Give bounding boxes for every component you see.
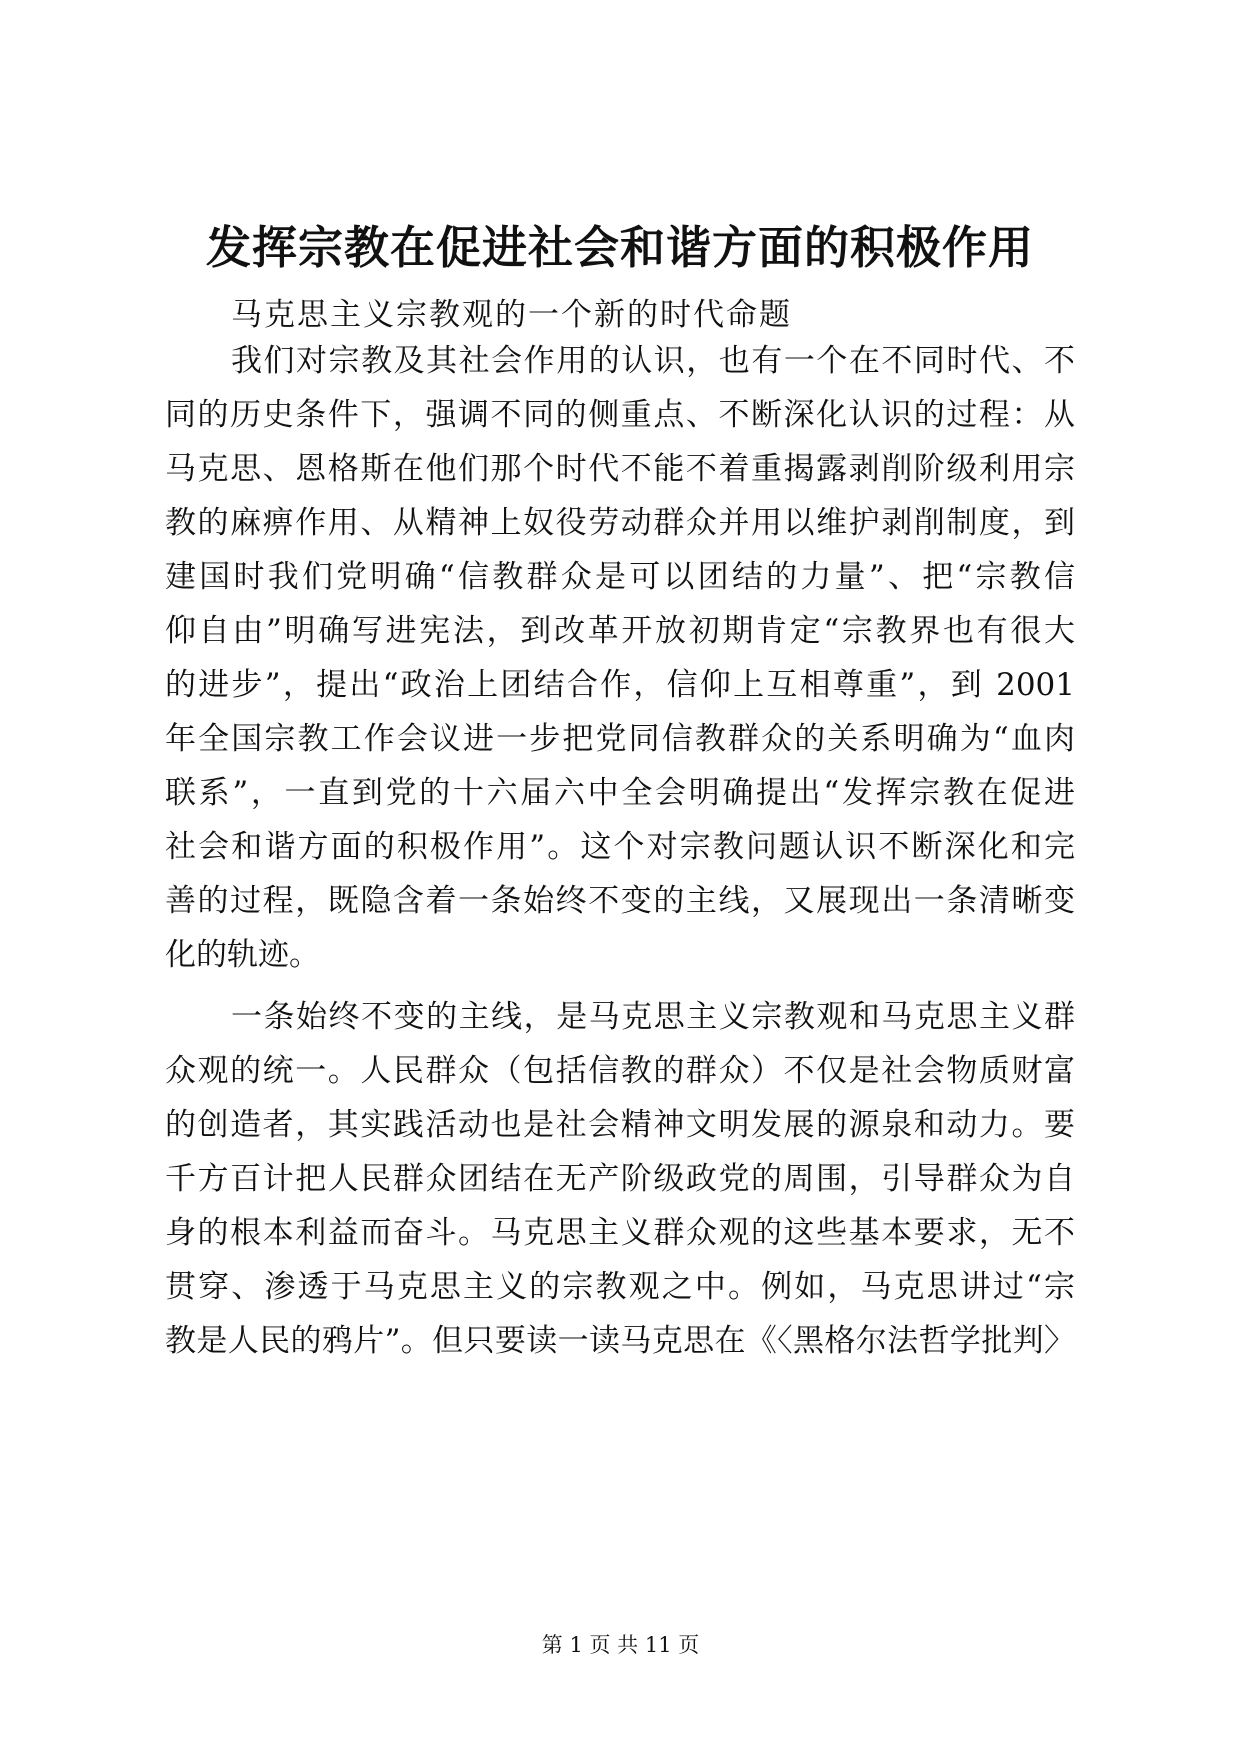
- paragraph-line: 我们对宗教及其社会作用的认识，也有一个在不同时代、不: [231, 343, 1075, 379]
- document-subtitle: 马克思主义宗教观的一个新的时代命题: [231, 297, 792, 333]
- page-number-footer: 第 1 页 共 11 页: [541, 1633, 700, 1657]
- paragraph-line: 身的根本利益而奋斗。马克思主义群众观的这些基本要求，无不: [165, 1215, 1075, 1251]
- paragraph-line: 马克思、恩格斯在他们那个时代不能不着重揭露剥削阶级利用宗: [165, 451, 1075, 487]
- paragraph-line: 建国时我们党明确“信教群众是可以团结的力量”、把“宗教信: [165, 559, 1075, 595]
- paragraph-line: 教的麻痹作用、从精神上奴役劳动群众并用以维护剥削制度，到: [165, 505, 1075, 541]
- paragraph-line: 仰自由”明确写进宪法，到改革开放初期肯定“宗教界也有很大: [165, 613, 1075, 649]
- paragraph-line: 众观的统一。人民群众（包括信教的群众）不仅是社会物质财富: [165, 1053, 1075, 1089]
- paragraph-line: 贯穿、渗透于马克思主义的宗教观之中。例如，马克思讲过“宗: [165, 1269, 1075, 1305]
- paragraph-line: 同的历史条件下，强调不同的侧重点、不断深化认识的过程：从: [165, 397, 1075, 433]
- paragraph-line: 的进步”，提出“政治上团结合作，信仰上互相尊重”，到 2001: [165, 667, 1075, 703]
- paragraph-line: 一条始终不变的主线，是马克思主义宗教观和马克思主义群: [231, 999, 1075, 1035]
- paragraph-line: 千方百计把人民群众团结在无产阶级政党的周围，引导群众为自: [165, 1161, 1075, 1197]
- paragraph-line: 年全国宗教工作会议进一步把党同信教群众的关系明确为“血肉: [165, 721, 1075, 757]
- paragraph-line: 社会和谐方面的积极作用”。这个对宗教问题认识不断深化和完: [165, 829, 1075, 865]
- paragraph-line: 化的轨迹。: [165, 937, 320, 973]
- paragraph-line: 的创造者，其实践活动也是社会精神文明发展的源泉和动力。要: [165, 1107, 1075, 1143]
- paragraph-line: 联系”，一直到党的十六届六中全会明确提出“发挥宗教在促进: [165, 775, 1075, 811]
- paragraph-line: 善的过程，既隐含着一条始终不变的主线，又展现出一条清晰变: [165, 883, 1075, 919]
- paragraph-line: 教是人民的鸦片”。但只要读一读马克思在《〈黑格尔法哲学批判〉: [165, 1323, 1075, 1359]
- document-title: 发挥宗教在促进社会和谐方面的积极作用: [205, 221, 1034, 274]
